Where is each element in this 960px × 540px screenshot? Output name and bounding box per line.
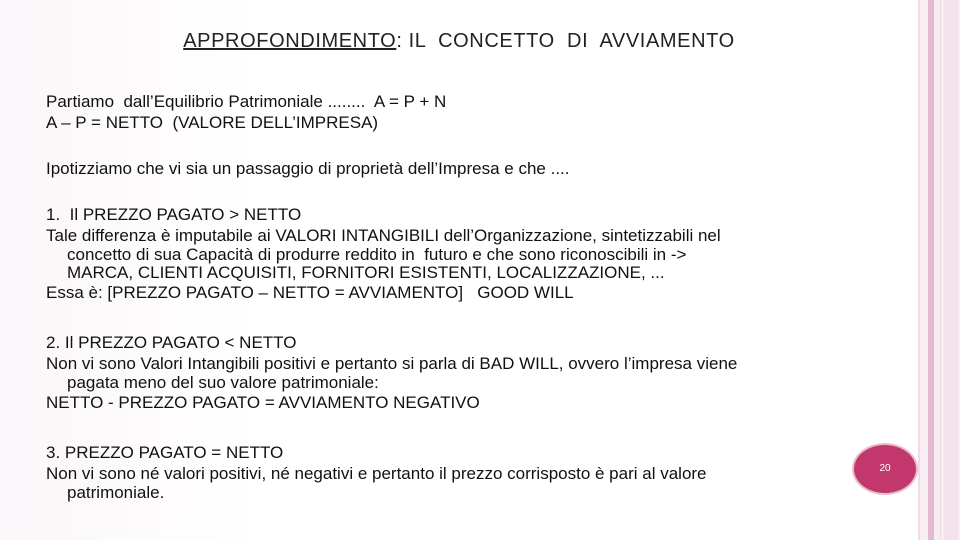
- case-1-heading: 1. Il PREZZO PAGATO > NETTO: [46, 205, 302, 224]
- decorative-stripe: [944, 0, 958, 540]
- hypothesis-line: Ipotizziamo che vi sia un passaggio di proprietà dell’Impresa e che ....: [46, 159, 570, 178]
- case-1-text: Essa è: [PREZZO PAGATO – NETTO = AVVIAMENTO] GOOD WILL: [46, 283, 574, 302]
- slide-body: [46, 91, 876, 502]
- equation-line: Partiamo dall’Equilibrio Patrimoniale ........ A = P + N: [46, 92, 447, 111]
- decorative-stripe: [918, 0, 920, 540]
- title-prefix: APPROFONDIMENTO: [183, 30, 397, 52]
- title-rest: : IL CONCETTO DI AVVIAMENTO: [396, 30, 735, 52]
- decorative-stripe: [940, 0, 941, 540]
- page-number-badge: 20: [852, 443, 918, 495]
- case-1-text: concetto di sua Capacità di produrre reddito in futuro e che sono riconoscibili in ->: [67, 245, 687, 264]
- case-3-text: patrimoniale.: [67, 483, 165, 502]
- case-2-text: Non vi sono Valori Intangibili positivi e pertanto si parla di BAD WILL, ovvero l’impresa viene: [46, 354, 738, 373]
- case-2-heading: 2. Il PREZZO PAGATO < NETTO: [46, 333, 297, 352]
- case-2-text: pagata meno del suo valore patrimoniale:: [67, 373, 379, 392]
- case-3-text: Non vi sono né valori positivi, né negativi e pertanto il prezzo corrisposto è pari al valore: [46, 464, 707, 483]
- decorative-stripe: [928, 0, 934, 540]
- case-3-heading: 3. PREZZO PAGATO = NETTO: [46, 443, 284, 462]
- slide-title: [0, 30, 918, 53]
- case-2-text: NETTO - PREZZO PAGATO = AVVIAMENTO NEGATIVO: [46, 393, 480, 412]
- case-1-text: Tale differenza è imputabile ai VALORI INTANGIBILI dell’Organizzazione, sintetizzabili nel: [46, 226, 721, 245]
- case-1-text: MARCA, CLIENTI ACQUISITI, FORNITORI ESISTENTI, LOCALIZZAZIONE, ...: [67, 263, 665, 282]
- equation-line: A – P = NETTO (VALORE DELL’IMPRESA): [46, 113, 379, 132]
